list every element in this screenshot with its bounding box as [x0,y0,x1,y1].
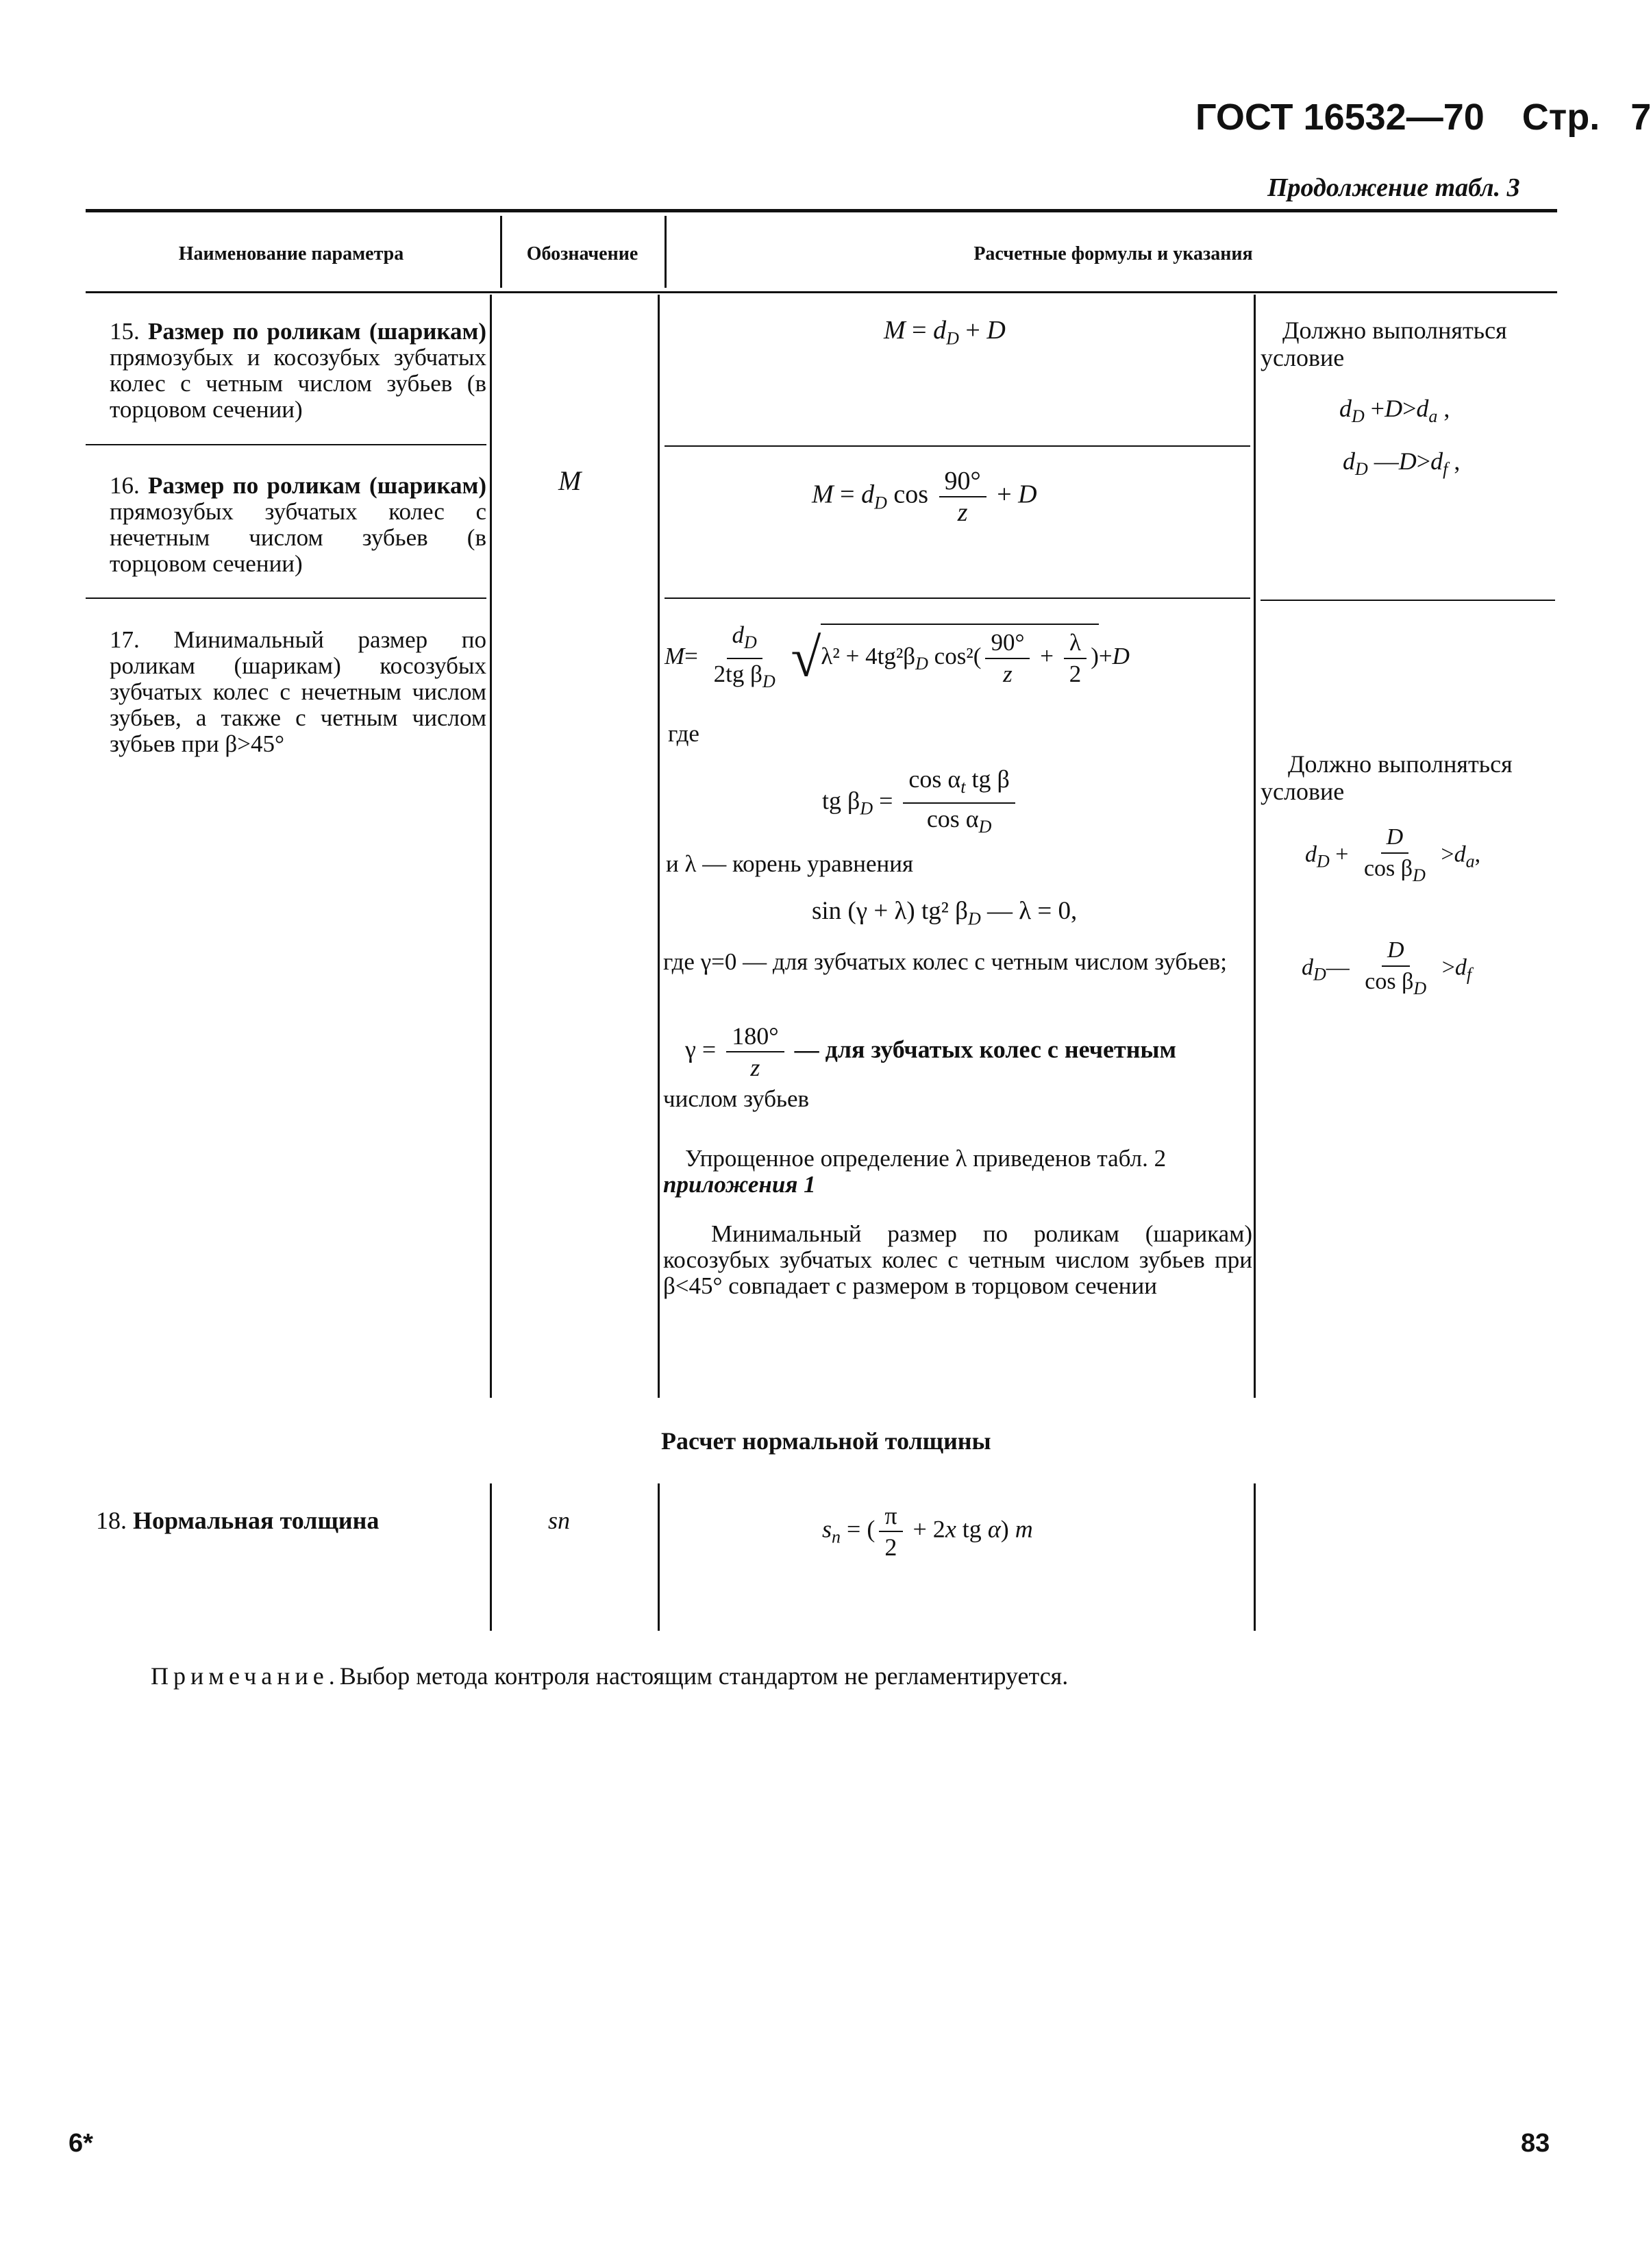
formula-15: $M = d_D + D$ [884,316,1006,349]
formula-gamma-odd: γ = $\frac{180^\circ}{z}$ — для зубчатых колес с нечетным [685,1022,1177,1081]
cond-17-ineq-2: $d_D—$ $\frac{D}{\cos \beta_D}$ $>d_f$ [1302,935,1472,1004]
table-continuation: Продолжение табл. 3 [1267,173,1520,202]
page-label: Стр. [1522,97,1600,138]
note-text: Выбор метода контроля настоящим стандартом не регламентируется. [339,1662,1069,1690]
row-16-rest: прямозубых зубчатых колес с нечетным числом зубьев (в торцовом сечении) [110,498,486,577]
footer-page-number: 83 [1521,2129,1550,2158]
row-sep-15 [86,444,486,445]
header-divider-1 [500,216,502,288]
formula-18: $s_n$ = ( $\frac{\pi}{2}$ + 2x tg α) m [822,1502,1033,1561]
section-title: Расчет нормальной толщины [661,1427,991,1455]
footer-left: 6* [69,2129,93,2158]
minimal-note: Минимальный размер по роликам (шарикам) косозубых зубчатых колес с четным числом зубьев при β<45° совпадает с размером в торцовом сечении [663,1220,1252,1299]
formula-tg-beta: tg $\beta_D$ = $\frac{\cos \alpha_t tg \beta}{\cos \alpha_D}$ [822,764,1019,842]
col-header-param: Наименование параметра [178,243,404,264]
row-16-param: 16. Размер по роликам (шарикам) прямозубых зубчатых колес с нечетным числом зубьев (в торцовом сечении) [110,472,486,577]
lambda-root-text: и λ — корень уравнения [666,850,914,877]
gamma-even-text: где γ=0 — для зубчатых колес с четным числом зубьев; [663,948,1227,975]
note-label: Примечание. [151,1662,340,1690]
simplified-note-2: приложения 1 [663,1171,816,1198]
col-divider-2 [658,295,660,1398]
col-divider-3 [1254,295,1256,1398]
formula-17: M= $\frac{d_D}{2tg \beta_D}$ $√\lambda^2 + 4tg^2\beta_D$ cos²( $\frac{90^\circ}{z}$ + $\frac{\lambda}{2}$ )+D [665,621,1130,691]
cond-17-ineq-1: $d_D$ + $\frac{D}{\cos \beta_D}$ $>d_a$, [1305,822,1480,891]
formula-sin-eq: sin (γ + λ) tg² $\beta_D$ — λ = 0, [812,897,1078,929]
col-divider-1 [490,295,492,1398]
gde-label: где [668,720,699,747]
row-17-param: 17. Минимальный размер по роликам (шарикам) косозубых зубчатых колес с нечетным числом зубьев, а также с четным числом зубьев при β>45° [110,626,486,757]
row-15-rest: прямозубых и косозубых зубчатых колес с четным числом зубьев (в торцовом сечении) [110,344,486,423]
simplified-note: Упрощенное определение λ приведенов табл. 2 [685,1145,1167,1172]
page-number: 7 [1630,97,1651,138]
col-header-symbol: Обозначение [526,243,638,264]
cond-15-ineq-1: $d_D +D>d_a$ , [1339,395,1450,427]
row-sep-15-formula [665,445,1250,447]
row-18-label: Нормальная толщина [133,1507,380,1534]
gamma-odd-tail: — для зубчатых колес с нечетным [794,1035,1177,1063]
col-header-formulas: Расчетные формулы и указания [973,243,1253,264]
row-sep-16-formula [665,597,1250,599]
cond-15-ineq-2: $d_D$ $—D>d_f$ , [1343,447,1461,480]
doc-id: ГОСТ 16532—70 [1195,97,1485,138]
doc-header [1195,96,1651,138]
row18-divider-1 [490,1483,492,1631]
row-sep-16-cond [1261,600,1555,601]
table-header-rule [86,291,1557,293]
header-divider-2 [665,216,667,288]
symbol-m: M [558,465,582,496]
row18-divider-2 [658,1483,660,1631]
row-18-param: 18. Нормальная толщина [96,1507,380,1534]
row-15-bold: Размер по роликам (шарикам) [148,318,486,345]
note [151,1662,1068,1690]
cond-17: Должно выполняться условие [1261,750,1513,805]
table-top-rule [86,209,1557,212]
row-15-param: 15. Размер по роликам (шарикам) прямозубых и косозубых зубчатых колес с четным числом зубьев (в торцовом сечении) [110,318,486,423]
row-18-symbol: sn [548,1507,571,1534]
row18-divider-3 [1254,1483,1256,1631]
row-sep-16 [86,597,486,599]
formula-16: $M = d_D$ cos $\frac{90^\circ}{z}$ + D [812,467,1037,527]
row-16-bold: Размер по роликам (шарикам) [148,472,486,499]
gamma-odd-tail2: числом зубьев [663,1085,810,1112]
cond-15: Должно выполняться условие [1261,317,1507,371]
